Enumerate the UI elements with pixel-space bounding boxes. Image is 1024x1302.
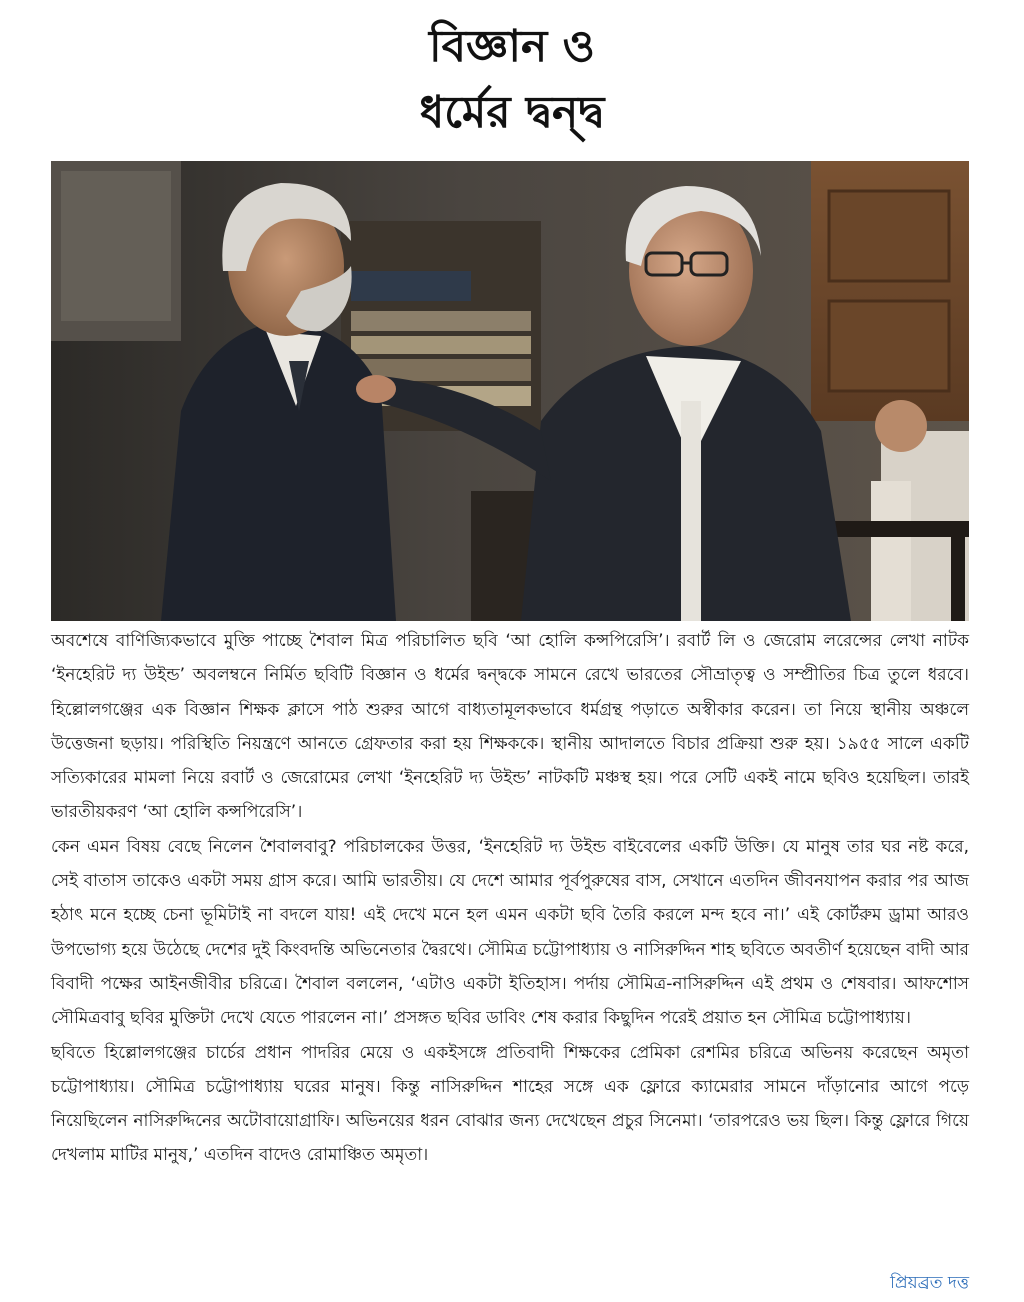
headline-line-1: বিজ্ঞান ও [429, 21, 595, 72]
photo-two-men-courtroom-icon [51, 161, 969, 621]
headline-line-2: ধর্মের দ্বন্দ্ব [419, 87, 605, 138]
article-paragraph-2: কেন এমন বিষয় বেছে নিলেন শৈবালবাবু? পরিচালকের উত্তর, ‘ইনহেরিট দ্য উইন্ড বাইবেলের একটি উক্তি। যে মানুষ তার ঘর নষ্ট করে, সেই বাতাস তাকেও একটা সময় গ্রাস করে। আমি ভারতীয়। যে দেশে আমার পূর্বপুরুষের বাস, সেখানে এতদিন জীবনযাপন করার পর আজ হঠাৎ মনে হচ্ছে চেনা ভূমিটাই না বদলে যায়! এই দেখে মনে হল এমন একটা ছবি তৈরি করলে মন্দ হবে না।’ এই কোর্টরুম ড্রামা আরও উপভোগ্য হয়ে উঠেছে দেশের দুই কিংবদন্তি অভিনেতার দ্বৈরথে। সৌমিত্র চট্টোপাধ্যায় ও নাসিরুদ্দিন শাহ ছবিতে অবতীর্ণ হয়েছেন বাদী আর বিবাদী পক্ষের আইনজীবীর চরিত্রে। শৈবাল বললেন, ‘এটাও একটা ইতিহাস। পর্দায় সৌমিত্র-নাসিরুদ্দিন এই প্রথম ও শেষবার। আফশোস সৌমিত্রবাবু ছবির মুক্তিটা দেখে যেতে পারলেন না।’ প্রসঙ্গত ছবির ডাবিং শেষ করার কিছুদিন পরেই প্রয়াত হন সৌমিত্র চট্টোপাধ্যায়। [51, 836, 969, 1029]
article-body [51, 624, 969, 1173]
article-photo [51, 161, 969, 621]
article-paragraph-3: ছবিতে হিল্লোলগঞ্জের চার্চের প্রধান পাদরির মেয়ে ও একইসঙ্গে প্রতিবাদী শিক্ষকের প্রেমিকা রেশমির চরিত্রে অভিনয় করেছেন অমৃতা চট্টোপাধ্যায়। সৌমিত্র চট্টোপাধ্যায় ঘরের মানুষ। কিন্তু নাসিরুদ্দিন শাহের সঙ্গে এক ফ্লোরে ক্যামেরার সামনে দাঁড়ানোর আগে পড়ে নিয়েছিলেন নাসিরুদ্দিনের অটোবায়োগ্রাফি। অভিনয়ের ধরন বোঝার জন্য দেখেছেন প্রচুর সিনেমা। ‘তারপরেও ভয় ছিল। কিন্তু ফ্লোরে গিয়ে দেখলাম মাটির মানুষ,’ এতদিন বাদেও রোমাঞ্চিত অমৃতা। [51, 1042, 969, 1166]
article-paragraph-1: অবশেষে বাণিজ্যিকভাবে মুক্তি পাচ্ছে শৈবাল মিত্র পরিচালিত ছবি ‘আ হোলি কন্সপিরেসি’। রবার্ট লি ও জেরোম লরেন্সের লেখা নাটক ‘ইনহেরিট দ্য উইন্ড’ অবলম্বনে নির্মিত ছবিটি বিজ্ঞান ও ধর্মের দ্বন্দ্বকে সামনে রেখে ভারতের সৌভ্রাতৃত্ব ও সম্প্রীতির চিত্র তুলে ধরবে। হিল্লোলগঞ্জের এক বিজ্ঞান শিক্ষক ক্লাসে পাঠ শুরুর আগে বাধ্যতামূলকভাবে ধর্মগ্রন্থ পড়াতে অস্বীকার করেন। তা নিয়ে স্থানীয় অঞ্চলে উত্তেজনা ছড়ায়। পরিস্থিতি নিয়ন্ত্রণে আনতে গ্রেফতার করা হয় শিক্ষককে। স্থানীয় আদালতে বিচার প্রক্রিয়া শুরু হয়। ১৯৫৫ সালে একটি সত্যিকারের মামলা নিয়ে রবার্ট ও জেরোমের লেখা ‘ইনহেরিট দ্য উইন্ড’ নাটকটি মঞ্চস্থ হয়। পরে সেটি একই নামে ছবিও হয়েছিল। তারই ভারতীয়করণ ‘আ হোলি কন্সপিরেসি’। [51, 631, 969, 823]
headline [0, 14, 1024, 146]
byline: প্রিয়ব্রত দত্ত [890, 1273, 969, 1293]
